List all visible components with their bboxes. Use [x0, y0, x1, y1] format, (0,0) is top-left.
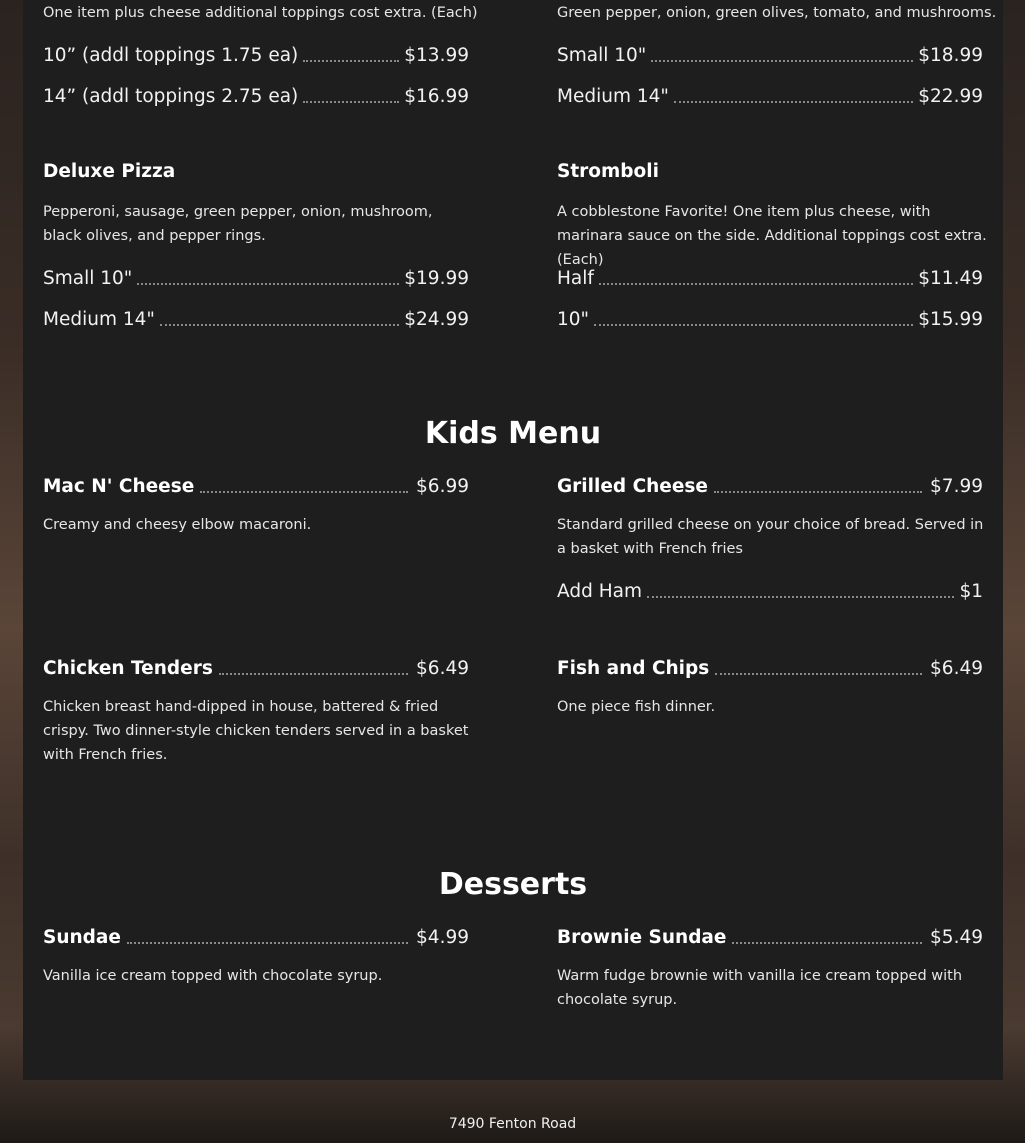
item-name: Grilled Cheese — [557, 476, 708, 497]
menu-item-header — [43, 475, 469, 499]
size-price-row — [557, 44, 983, 68]
size-label: 10” (addl toppings 1.75 ea) — [43, 45, 299, 66]
size-label: Medium 14" — [43, 309, 155, 330]
size-price: $15.99 — [918, 309, 983, 330]
dot-leader — [303, 60, 399, 62]
size-price: $18.99 — [918, 45, 983, 66]
item-description: Vanilla ice cream topped with chocolate syrup. — [43, 968, 383, 984]
dot-leader — [200, 491, 408, 493]
item-price: $5.49 — [930, 927, 983, 948]
item-description: Creamy and cheesy elbow macaroni. — [43, 517, 312, 533]
item-name: Sundae — [43, 927, 121, 948]
dot-leader — [599, 283, 913, 285]
dot-leader — [594, 324, 913, 326]
item-description: Standard grilled cheese on your choice of bread. Served in a basket with French fries — [557, 517, 984, 557]
menu-item-header — [557, 475, 983, 499]
dot-leader — [219, 673, 408, 675]
item-description: Chicken breast hand-dipped in house, battered & fried crispy. Two dinner-style chicken tenders served in a basket with French fries. — [43, 699, 469, 763]
item-price: $6.49 — [416, 658, 469, 679]
item-price: $6.49 — [930, 658, 983, 679]
size-price: $16.99 — [404, 86, 469, 107]
item-name: Brownie Sundae — [557, 927, 727, 948]
addon-price-row — [557, 580, 983, 604]
specialty-pizza-description: One item plus cheese additional toppings cost extra. (Each) — [43, 5, 478, 21]
size-price-row — [43, 85, 469, 109]
item-description: Warm fudge brownie with vanilla ice cream topped with chocolate syrup. — [557, 968, 963, 1008]
dot-leader — [715, 673, 922, 675]
dot-leader — [651, 60, 913, 62]
stromboli-description: A cobblestone Favorite! One item plus cheese, with marinara sauce on the side. Additional toppings cost extra. (Each) — [557, 204, 987, 268]
size-price: $22.99 — [918, 86, 983, 107]
size-label: Half — [557, 268, 594, 289]
size-price: $19.99 — [404, 268, 469, 289]
dot-leader — [303, 101, 399, 103]
size-label: 10" — [557, 309, 590, 330]
dot-leader — [732, 942, 922, 944]
size-price-row — [43, 308, 469, 332]
item-price: $4.99 — [416, 927, 469, 948]
dot-leader — [160, 324, 399, 326]
size-label: Small 10" — [557, 45, 647, 66]
menu-item-header — [43, 657, 469, 681]
size-label: Small 10" — [43, 268, 133, 289]
size-label: 14” (addl toppings 2.75 ea) — [43, 86, 299, 107]
menu-panel — [23, 0, 1003, 1080]
item-price: $7.99 — [930, 476, 983, 497]
size-label: Medium 14" — [557, 86, 669, 107]
size-price-row — [557, 308, 983, 332]
deluxe-pizza-title: Deluxe Pizza — [43, 161, 176, 182]
menu-item-header — [43, 926, 469, 950]
desserts-heading: Desserts — [438, 867, 588, 902]
stromboli-title: Stromboli — [557, 161, 659, 182]
dot-leader — [647, 596, 954, 598]
menu-item-header — [557, 657, 983, 681]
size-price-row — [43, 267, 469, 291]
item-name: Chicken Tenders — [43, 658, 213, 679]
menu-item-header — [557, 926, 983, 950]
dot-leader — [714, 491, 922, 493]
size-price: $24.99 — [404, 309, 469, 330]
size-price-row — [43, 44, 469, 68]
addon-price: $1 — [959, 581, 983, 602]
size-price-row — [557, 267, 983, 291]
size-price: $13.99 — [404, 45, 469, 66]
addon-label: Add Ham — [557, 581, 642, 602]
item-description: One piece fish dinner. — [557, 699, 716, 715]
footer-address: 7490 Fenton Road — [448, 1116, 577, 1132]
size-price-row — [557, 85, 983, 109]
item-name: Mac N' Cheese — [43, 476, 195, 497]
size-price: $11.49 — [918, 268, 983, 289]
veggie-pizza-description: Green pepper, onion, green olives, tomato, and mushrooms. — [557, 5, 997, 21]
dot-leader — [674, 101, 913, 103]
dot-leader — [127, 942, 408, 944]
kids-menu-heading: Kids Menu — [424, 416, 602, 451]
deluxe-pizza-description: Pepperoni, sausage, green pepper, onion, mushroom, black olives, and pepper rings. — [43, 204, 433, 244]
item-price: $6.99 — [416, 476, 469, 497]
dot-leader — [137, 283, 399, 285]
item-name: Fish and Chips — [557, 658, 710, 679]
